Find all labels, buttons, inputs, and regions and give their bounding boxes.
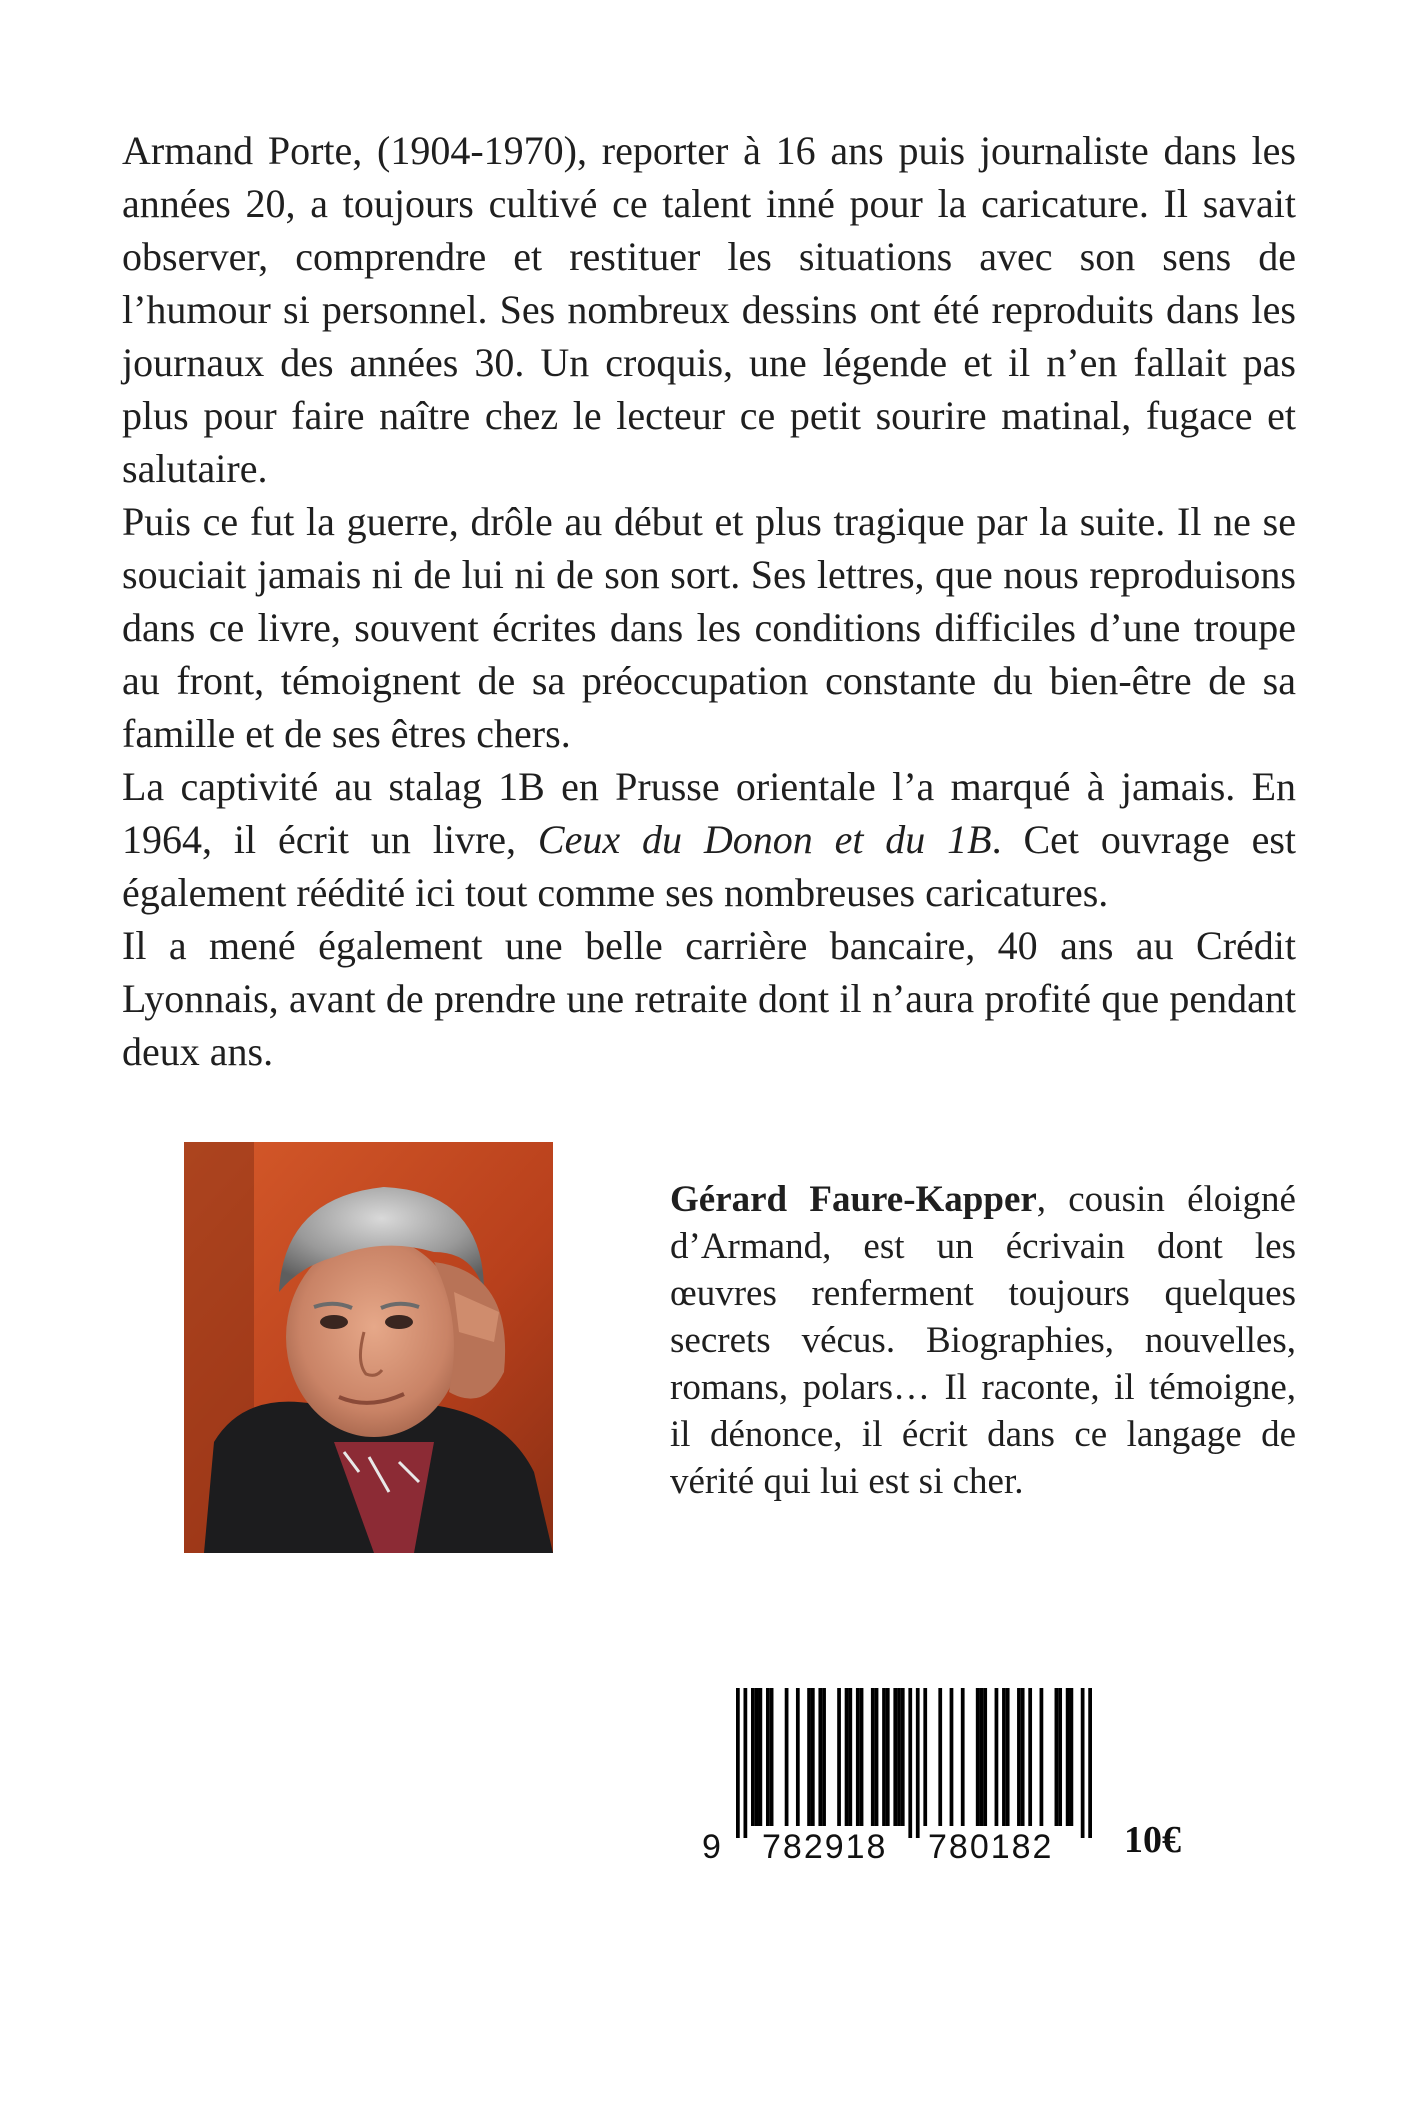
barcode-bar [856, 1688, 860, 1826]
barcode-bar [807, 1688, 811, 1826]
barcode-bar [882, 1688, 886, 1826]
captivity-text-end: . Cet ouvrage est également réédité ici tout comme ses nombreuses caricatures. [122, 817, 1297, 915]
barcode-bar [848, 1688, 852, 1826]
barcode-bar [897, 1688, 901, 1826]
barcode-bar [950, 1688, 954, 1826]
barcode-left-group: 782918 [762, 1828, 888, 1866]
barcode-bar [837, 1688, 841, 1826]
barcode-bar [886, 1688, 890, 1826]
barcode-bar [871, 1688, 875, 1826]
barcode-bar [983, 1688, 987, 1826]
barcode-bar [923, 1688, 927, 1826]
barcode-bar [860, 1688, 864, 1826]
author-photo [184, 1142, 553, 1553]
paragraph-captivity [122, 760, 1296, 919]
barcode-bar [1081, 1688, 1085, 1838]
author-portrait-image [184, 1142, 553, 1553]
barcode-bar [845, 1688, 849, 1826]
barcode-bar [976, 1688, 980, 1826]
barcode-bar [995, 1688, 999, 1826]
barcode-bar [770, 1688, 774, 1826]
barcode-bar [961, 1688, 965, 1826]
isbn-barcode [700, 1688, 1100, 1878]
barcode-first-digit: 9 [702, 1828, 721, 1866]
barcode-bar [901, 1688, 905, 1826]
barcode-bar [938, 1688, 942, 1826]
barcode-bar [818, 1688, 822, 1826]
paragraph-career: Il a mené également une belle carrière bancaire, 40 ans au Crédit Lyonnais, avant de prendre une retraite dont il n’aura profité que pendant deux ans. [122, 923, 1296, 1074]
barcode-bar [916, 1688, 920, 1838]
author-name: Gérard Faure-Kapper [670, 1179, 1037, 1220]
barcode-bar [755, 1688, 759, 1826]
barcode-right-group: 780182 [928, 1828, 1054, 1866]
barcode-bar [736, 1688, 740, 1838]
barcode-bar [908, 1688, 912, 1838]
barcode-bar [1070, 1688, 1074, 1826]
barcode-bar [1028, 1688, 1032, 1826]
barcode-bar [811, 1688, 815, 1826]
barcode-bar [1055, 1688, 1059, 1826]
barcode-bar [1006, 1688, 1010, 1826]
barcode-bar [1066, 1688, 1070, 1826]
barcode-bar [796, 1688, 800, 1826]
barcode-bar [1002, 1688, 1006, 1826]
barcode-bar [1058, 1688, 1062, 1826]
barcode-bar [785, 1688, 789, 1826]
barcode-bar [893, 1688, 897, 1826]
barcode-bar [1088, 1688, 1092, 1838]
barcode-bar [875, 1688, 879, 1826]
barcode-bar [1040, 1688, 1044, 1826]
barcode-bar [766, 1688, 770, 1826]
book-title: Ceux du Donon et du 1B [537, 817, 992, 862]
author-bio-text: , cousin éloigné d’Armand, est un écrivain dont les œuvres renferment toujours quelques secrets vécus. Biographies, nouvelles, romans, polars… Il raconte, il témoigne, il dénonce, il écrit dans ce langage de vérité qui lui est si cher. [670, 1179, 1296, 1502]
author-bio [670, 1176, 1296, 1505]
barcode-bar [1021, 1688, 1025, 1826]
barcode-bar [822, 1688, 826, 1826]
back-cover-text [122, 124, 1296, 1078]
barcode-bar [980, 1688, 984, 1826]
barcode-bar [743, 1688, 747, 1838]
price-label: 10€ [1124, 1819, 1181, 1861]
barcode-bar [758, 1688, 762, 1826]
paragraph-war: Puis ce fut la guerre, drôle au début et plus tragique par la suite. Il ne se souciait jamais ni de lui ni de son sort. Ses lettres, que nous reproduisons dans ce livre, souvent écrites dans les conditions difficiles d’une troupe au front, témoignent de sa préoccupation constante du bien-être de sa famille et de ses êtres chers. [122, 499, 1296, 756]
paragraph-biography: Armand Porte, (1904-1970), reporter à 16 ans puis journaliste dans les années 20, a toujours cultivé ce talent inné pour la caricature. Il savait observer, comprendre et restituer les situations avec son sens de l’humour si personnel. Ses nombreux dessins ont été reproduits dans les journaux des années 30. Un croquis, une légende et il n’en fallait pas plus pour faire naître chez le lecteur ce petit sourire matinal, fugace et salutaire. [122, 128, 1296, 491]
barcode-digits [700, 1828, 1100, 1878]
captivity-text-start: La captivité au stalag 1B en Prusse orientale l’a marqué à jamais. En 1964, il écrit un livre, [122, 764, 1296, 862]
barcode-bar [751, 1688, 755, 1826]
barcode-bar [1017, 1688, 1021, 1826]
barcode-bars [736, 1688, 1092, 1838]
